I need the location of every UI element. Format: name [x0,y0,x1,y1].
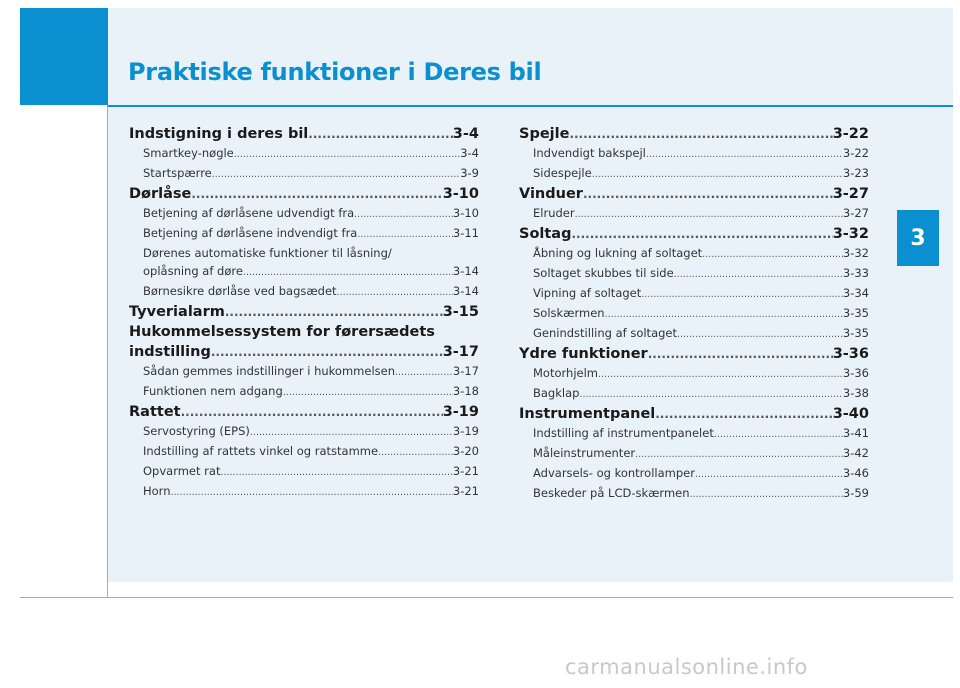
dot-leader [655,405,832,424]
toc-subitem-label: Horn [143,484,171,498]
toc-subitem[interactable] [519,164,869,184]
dot-leader [579,386,842,404]
toc-section[interactable] [129,125,479,144]
toc-section[interactable] [519,345,869,364]
toc-subitem[interactable] [129,482,479,502]
toc-subitem-label: Indstilling af instrumentpanelet [533,426,714,440]
toc-subitem[interactable] [129,164,479,184]
toc-section[interactable] [129,403,479,422]
dot-leader [569,125,832,144]
dot-leader [225,303,443,322]
toc-subitem-label: Betjening af dørlåsene udvendigt fra [143,206,355,220]
bottom-rule [20,597,953,598]
page-title: Praktiske funktioner i Deres bil [128,58,542,86]
toc-subitem-page: 3-35 [842,326,869,340]
toc-subitem-label: Indvendigt bakspejl [533,146,646,160]
toc-subitem-label: Smartkey-nøgle [143,146,234,160]
dot-leader [592,166,843,184]
toc-subitem-page: 3-9 [460,166,479,180]
toc-subitem[interactable] [519,204,869,224]
toc-section-label: Dørlåse [129,186,192,202]
toc-subitem-page: 3-21 [452,464,479,478]
toc-section-page: 3-32 [832,226,869,242]
toc-section-label: Vinduer [519,186,583,202]
toc-section-label: Indstigning i deres bil [129,126,309,142]
toc-subitem[interactable] [129,422,479,442]
dot-leader [677,326,843,344]
toc-section-label: Tyverialarm [129,304,225,320]
toc-subitem[interactable] [129,462,479,482]
dot-leader [702,246,843,264]
toc-subitem[interactable] [519,464,869,484]
toc-subitem[interactable] [519,444,869,464]
dot-leader [695,466,843,484]
toc-subitem-page: 3-33 [842,266,869,280]
dot-leader [308,125,453,144]
toc-subitem-label: Indstilling af rattets vinkel og ratstamme [143,444,379,458]
toc-subitem-label: Vipning af soltaget [533,286,642,300]
toc-subitem[interactable] [519,424,869,444]
toc-subitem[interactable] [129,224,479,244]
toc-subitem[interactable] [519,384,869,404]
dot-leader [714,426,843,444]
toc-subitem-page: 3-32 [842,246,869,260]
toc-subitem-page: 3-41 [842,426,869,440]
toc-subitem-title-line: Dørenes automatiske funktioner til låsning/ [143,246,392,260]
dot-leader [283,384,453,402]
left-margin-rule [107,105,108,597]
toc-section-page: 3-4 [452,126,479,142]
toc-subitem-page: 3-14 [452,264,479,278]
toc-section-label: Spejle [519,126,570,142]
dot-leader [583,185,833,204]
toc-section[interactable] [129,343,479,362]
toc-subitem[interactable] [519,264,869,284]
chapter-tab[interactable]: 3 [897,210,939,266]
toc-subitem-page: 3-17 [452,364,479,378]
toc-subitem-label: Motorhjelm [533,366,598,380]
toc-subitem-page: 3-59 [842,486,869,500]
watermark: carmanualsonline.info [565,655,808,679]
toc-subitem-label: Soltaget skubbes til side [533,266,674,280]
toc-subitem[interactable] [519,284,869,304]
toc-subitem-page: 3-10 [452,206,479,220]
toc-subitem-page: 3-34 [842,286,869,300]
toc-subitem-page: 3-21 [452,484,479,498]
toc-section[interactable] [129,185,479,204]
dot-leader [243,264,453,282]
toc-subitem[interactable] [519,144,869,164]
toc-section[interactable] [519,405,869,424]
toc-section-page: 3-15 [442,304,479,320]
toc-section[interactable] [519,125,869,144]
toc-subitem-page: 3-14 [452,284,479,298]
toc-subitem-label: Elruder [533,206,575,220]
dot-leader [575,206,843,224]
toc-subitem-label: Genindstilling af soltaget [533,326,677,340]
dot-leader [395,364,453,382]
toc-subitem-label: Sidespejle [533,166,592,180]
chapter-accent-block [20,8,108,105]
toc-section-page: 3-27 [832,186,869,202]
toc-subitem-page: 3-20 [452,444,479,458]
toc-subitem-label: Bagklap [533,386,580,400]
toc-subitem-page: 3-22 [842,146,869,160]
toc-subitem-label: Funktionen nem adgang [143,384,283,398]
dot-leader [250,424,453,442]
dot-leader [171,484,453,502]
toc-subitem-page: 3-27 [842,206,869,220]
toc-subitem-label: Sådan gemmes indstillinger i hukommelsen [143,364,395,378]
toc-subitem-page: 3-23 [842,166,869,180]
toc-subitem-label: oplåsning af døre [143,264,243,278]
dot-leader [220,464,452,482]
toc-section-label: Rattet [129,404,181,420]
toc-subitem-page: 3-11 [452,226,479,240]
toc-subitem-label: Startspærre [143,166,212,180]
toc-section-label: Soltag [519,226,572,242]
toc-subitem-label: Åbning og lukning af soltaget [533,246,703,260]
toc-section[interactable] [519,185,869,204]
dot-leader [234,146,460,164]
dot-leader [605,306,843,324]
dot-leader [337,284,453,302]
toc-subitem-label: Advarsels- og kontrollamper [533,466,695,480]
toc-subitem[interactable] [129,144,479,164]
toc-subitem[interactable] [519,244,869,264]
toc-section-page: 3-10 [442,186,479,202]
toc-subitem-label: Opvarmet rat [143,464,221,478]
dot-leader [354,206,453,224]
toc-subitem-page: 3-19 [452,424,479,438]
toc-section-label: indstilling [129,344,211,360]
toc-subitem-label: Beskeder på LCD-skærmen [533,486,690,500]
toc-column-left [129,124,479,502]
toc-subitem-label: Servostyring (EPS) [143,424,250,438]
toc-subitem[interactable] [129,262,479,282]
toc-subitem[interactable] [519,484,869,504]
toc-subitem-page: 3-18 [452,384,479,398]
toc-subitem-page: 3-46 [842,466,869,480]
toc-section-label: Instrumentpanel [519,406,656,422]
toc-subitem-label: Børnesikre dørlåse ved bagsædet [143,284,337,298]
toc-subitem-label: Solskærmen [533,306,605,320]
toc-subitem-page: 3-35 [842,306,869,320]
toc-section-page: 3-22 [832,126,869,142]
dot-leader [598,366,843,384]
toc-subitem[interactable] [129,204,479,224]
dot-leader [690,486,843,504]
toc-section-page: 3-19 [442,404,479,420]
toc-section-title-line: Hukommelsessystem for førersædets [129,324,435,340]
dot-leader [571,225,832,244]
toc-subitem-label: Betjening af dørlåsene indvendigt fra [143,226,358,240]
toc-subitem-page: 3-36 [842,366,869,380]
toc-section-page: 3-17 [442,344,479,360]
dot-leader [674,266,843,284]
dot-leader [181,403,443,422]
header-band [108,8,953,105]
dot-leader [641,286,843,304]
toc-subitem-label: Måleinstrumenter [533,446,636,460]
dot-leader [378,444,453,462]
dot-leader [212,166,460,184]
dot-leader [648,345,833,364]
dot-leader [646,146,843,164]
toc-subitem[interactable] [519,324,869,344]
toc-subitem[interactable] [129,382,479,402]
toc-subitem-page: 3-42 [842,446,869,460]
dot-leader [635,446,843,464]
toc-section[interactable] [129,303,479,322]
toc-subitem[interactable] [519,304,869,324]
toc-section-label: Ydre funktioner [519,346,648,362]
toc-section-page: 3-40 [832,406,869,422]
toc-subitem-page: 3-38 [842,386,869,400]
toc-section[interactable] [519,225,869,244]
toc-column-right [519,124,869,504]
toc-section-page: 3-36 [832,346,869,362]
toc-subitem[interactable] [519,364,869,384]
toc-subitem[interactable] [129,362,479,382]
toc-subitem-page: 3-4 [460,146,479,160]
toc-subitem[interactable] [129,282,479,302]
dot-leader [357,226,453,244]
dot-leader [191,185,442,204]
dot-leader [211,343,443,362]
toc-subitem[interactable] [129,442,479,462]
